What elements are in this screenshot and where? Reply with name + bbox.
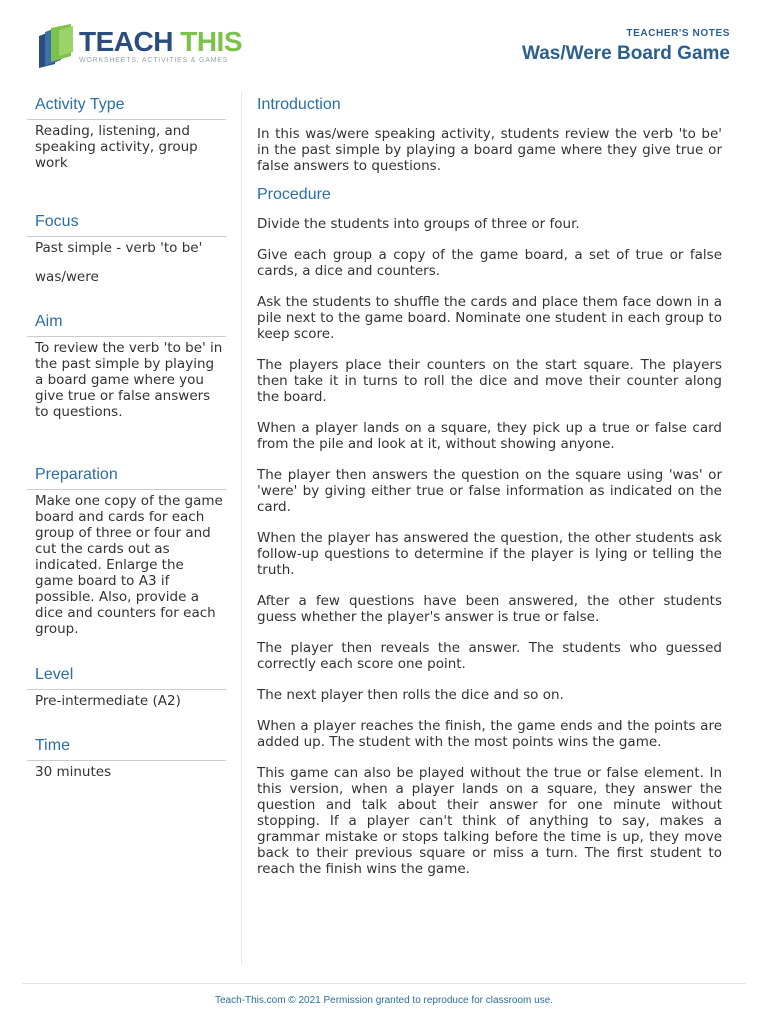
activity-type-section bbox=[27, 92, 226, 209]
aim-text: To review the verb 'to be' in the past simple by playing a board game where you give true or false answers to questions. bbox=[35, 340, 223, 420]
focus-section bbox=[27, 209, 226, 309]
procedure-step: When a player lands on a square, they pick up a true or false card from the pile and look at it, without showing anyone. bbox=[257, 420, 722, 452]
time-heading: Time bbox=[27, 733, 226, 761]
column-divider bbox=[241, 92, 242, 964]
level-text: Pre-intermediate (A2) bbox=[35, 693, 181, 709]
main-content bbox=[257, 92, 722, 877]
footer-copyright: Teach-This.com © 2021 Permission granted to reproduce for classroom use. bbox=[214, 995, 554, 1006]
time-text: 30 minutes bbox=[35, 764, 112, 780]
page-header bbox=[0, 0, 768, 80]
aim-section bbox=[27, 309, 226, 462]
procedure-step: This game can also be played without the true or false element. In this version, when a player lands on a square, they answer the question and talk about their answer for one minute without stopping. If a player can't think of anything to say, makes a grammar mistake or stops talking before the time is up, they move back to their previous square or miss a turn. The first student to reach the finish wins the game. bbox=[257, 765, 722, 877]
preparation-heading: Preparation bbox=[27, 462, 226, 490]
introduction-heading: Introduction bbox=[257, 96, 341, 113]
logo-word-teach: TEACH bbox=[79, 26, 173, 57]
procedure-step: Give each group a copy of the game board, a set of true or false cards, a dice and counters. bbox=[257, 247, 722, 279]
level-heading: Level bbox=[27, 662, 226, 690]
logo-word-this: THIS bbox=[180, 26, 243, 57]
page-title: Was/Were Board Game bbox=[521, 43, 730, 64]
procedure-step: Divide the students into groups of three or four. bbox=[257, 216, 580, 232]
activity-type-text: Reading, listening, and speaking activity, group work bbox=[35, 123, 198, 171]
logo-wordmark bbox=[79, 26, 242, 58]
procedure-steps bbox=[257, 216, 722, 877]
procedure-step: When the player has answered the question, the other students ask follow-up questions to determine if the player is lying or telling the truth. bbox=[257, 530, 722, 578]
procedure-step: After a few questions have been answered, the other students guess whether the player's answer is true or false. bbox=[257, 593, 722, 625]
procedure-step: The players place their counters on the start square. The players then take it in turns to roll the dice and move their counter along the board. bbox=[257, 357, 722, 405]
activity-type-heading: Activity Type bbox=[27, 92, 226, 120]
preparation-text: Make one copy of the game board and cards for each group of three or four and cut the cards out as indicated. Enlarge the game board to A3 if possible. Also, provide a dice and counters for each group. bbox=[35, 493, 223, 637]
level-section bbox=[27, 662, 226, 733]
procedure-step: The next player then rolls the dice and so on. bbox=[257, 687, 564, 703]
logo-subtitle: WORKSHEETS, ACTIVITIES & GAMES bbox=[79, 57, 229, 64]
teach-this-logo[interactable] bbox=[37, 24, 243, 70]
procedure-step: The player then reveals the answer. The students who guessed correctly each score one point. bbox=[257, 640, 722, 672]
time-section bbox=[27, 733, 226, 780]
introduction-text: In this was/were speaking activity, students review the verb 'to be' in the past simple by playing a board game where they give true or false answers to questions. bbox=[257, 126, 722, 174]
aim-heading: Aim bbox=[27, 309, 226, 337]
procedure-step: When a player reaches the finish, the game ends and the points are added up. The student with the most points wins the game. bbox=[257, 718, 722, 750]
procedure-heading: Procedure bbox=[257, 186, 331, 203]
focus-text: Past simple - verb 'to be' bbox=[35, 240, 203, 256]
procedure-step: Ask the students to shuffle the cards and place them face down in a pile next to the game board. Nominate one student in each group to keep score. bbox=[257, 294, 722, 342]
focus-heading: Focus bbox=[27, 209, 226, 237]
book-icon bbox=[37, 24, 79, 68]
procedure-step: The player then answers the question on the square using 'was' or 'were' by giving either true or false information as indicated on the card. bbox=[257, 467, 722, 515]
teachers-notes-label: TEACHER'S NOTES bbox=[626, 28, 730, 39]
footer-divider bbox=[22, 983, 746, 984]
preparation-section bbox=[27, 462, 226, 662]
sidebar bbox=[27, 92, 226, 780]
focus-text-secondary: was/were bbox=[35, 269, 99, 285]
